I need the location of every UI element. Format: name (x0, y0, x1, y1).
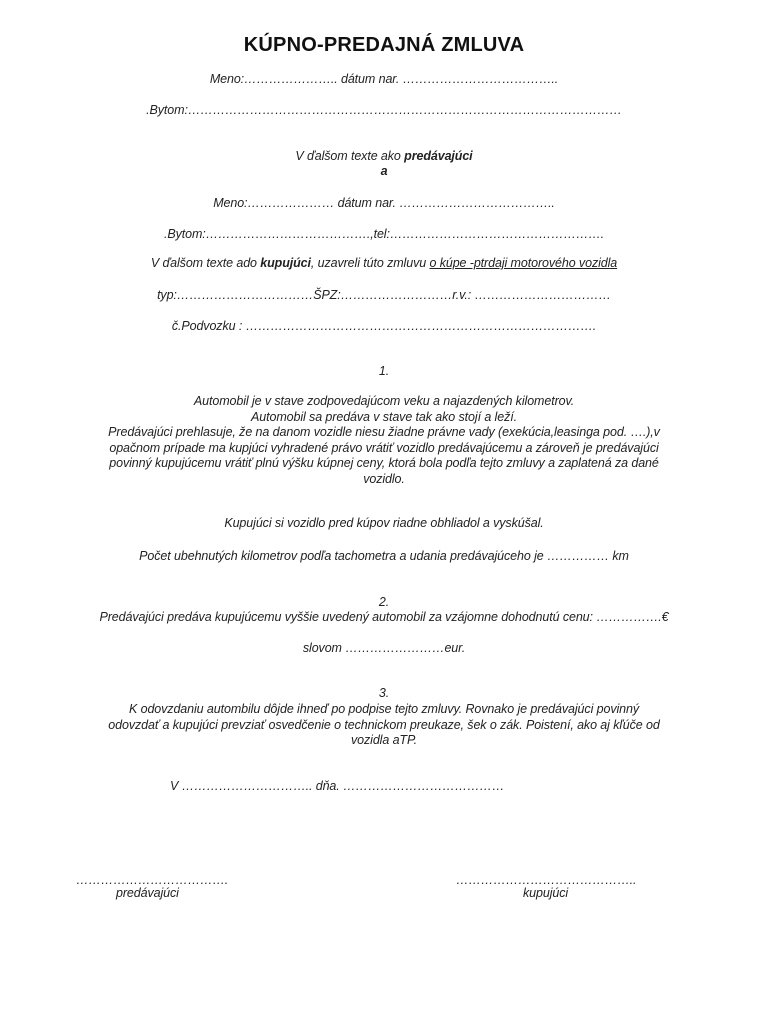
section-3-text (40, 702, 728, 749)
seller-name-line: Meno:………………….. dátum nar. ……………………………….. (209, 72, 559, 86)
seller-designation-prefix: V ďalšom texte ako (295, 149, 405, 163)
section-1-line: Automobil sa predáva v stave tak ako stojí a leží. (251, 409, 517, 424)
seller-signature-dots: ………………………………. (76, 873, 229, 887)
section-3-line: odovzdať a kupujúci prevziať osvedčenie o technickom preukaze, šek o zák. Poistení, ako aj kľúče od (108, 717, 660, 732)
chassis-line: č.Podvozku : …………………………………………………………………………. (171, 319, 597, 333)
buyer-designation-middle: , uzavreli túto zmluvu (310, 256, 430, 270)
section-2-number: 2. (378, 595, 390, 609)
buyer-designation-prefix: V ďalšom texte ado (150, 256, 261, 270)
section-1-line: Automobil je v stave zodpovedajúcom veku a najazdených kilometrov. (193, 394, 575, 408)
buyer-designation-line (0, 256, 768, 271)
seller-designation-line (0, 149, 768, 164)
buyer-name-line: Meno:………………… dátum nar. ……………………………….. (213, 196, 555, 210)
seller-designation-bold: predávajúci (404, 149, 473, 163)
and-word: a (380, 164, 388, 178)
contract-subject-underlined: o kúpe -ptrdaji motorového vozidla (429, 256, 618, 270)
vehicle-line: typ:……………………………ŠPZ:………………………r.v.: …………………………… (157, 288, 611, 302)
price-in-words-line: slovom ……………………eur. (302, 641, 466, 655)
section-3-number: 3. (378, 686, 390, 700)
seller-address-line: .Bytom:…………………………………………………………………………………………… (146, 103, 622, 117)
place-date-line: V ………………………….. dňa. ………………………………… (170, 779, 505, 793)
section-1-line: vozidlo. (363, 471, 405, 486)
section-3-line: vozidla aTP. (351, 733, 417, 747)
seller-signature-label: predávajúci (116, 886, 179, 900)
buyer-address-line: .Bytom:………………………………….,tel:……………………………………………. (163, 227, 605, 241)
section-1-line: povinný kupujúcemu vrátiť plnú výšku kúpnej ceny, ktorá bola podľa tejto zmluvy a zaplatená za dané (109, 456, 659, 470)
section-1-line: opačnom prípade ma kupjúci vyhradené právo vrátiť vozidlo predávajúcemu a zároveň je predávajúci (109, 440, 659, 455)
section-1-number: 1. (378, 364, 390, 378)
buyer-designation-bold: kupujúci (260, 256, 311, 270)
section-3-line: K odovzdaniu autombilu dôjde ihneď po podpise tejto zmluvy. Rovnako je predávajúci povinný (128, 702, 639, 716)
inspection-line: Kupujúci si vozidlo pred kúpov riadne obhliadol a vyskúšal. (224, 516, 544, 530)
price-line: Predávajúci predáva kupujúcemu vyššie uvedený automobil za vzájomne dohodnutú cenu: …………….€ (99, 610, 669, 624)
buyer-signature-label: kupujúci (523, 886, 569, 900)
mileage-line: Počet ubehnutých kilometrov podľa tachometra a udania predávajúceho je …………… km (139, 549, 629, 563)
document-title: KÚPNO-PREDAJNÁ ZMLUVA (243, 34, 525, 56)
section-1-line: Predávajúci prehlasuje, že na danom vozidle niesu žiadne právne vady (exekúcia,leasinga pod. ….),v (108, 425, 660, 439)
section-1-text (40, 394, 728, 487)
buyer-signature-dots: …………………………………….. (456, 873, 637, 887)
